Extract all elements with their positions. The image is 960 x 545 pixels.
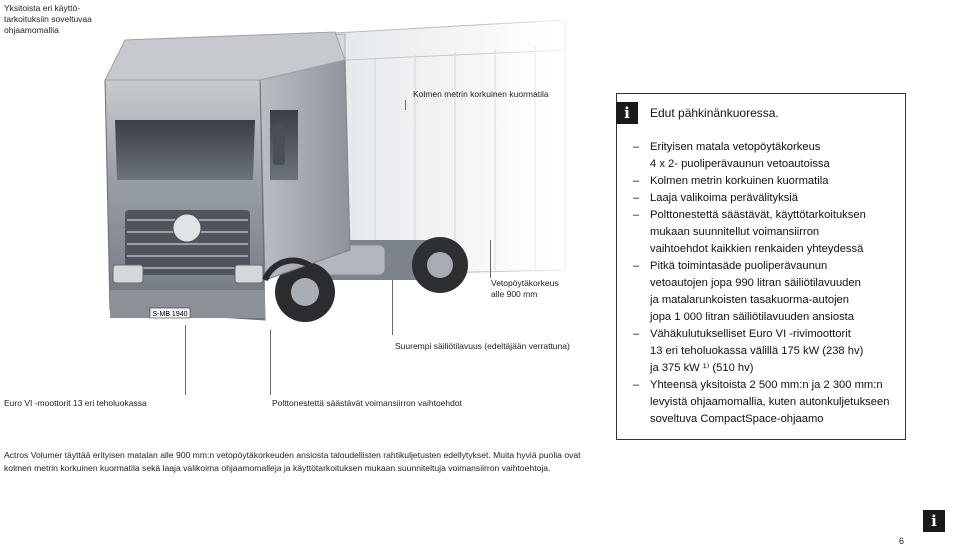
callout-engine: Euro VI -moottorit 13 eri teholuokassa bbox=[4, 398, 147, 408]
callout-line-fifth-wheel bbox=[490, 240, 491, 278]
callout-fifth-wheel: Vetopöytäkorkeus alle 900 mm bbox=[491, 278, 559, 300]
info-icon: i bbox=[923, 510, 945, 532]
list-item: – Laaja valikoima perävälityksiä bbox=[633, 190, 905, 207]
callout-fuel-saving: Polttonestettä säästävät voimansiirron vaihtoehdot bbox=[272, 398, 462, 408]
license-plate: S-MB 1940 bbox=[152, 311, 188, 318]
callout-line-tank bbox=[392, 280, 393, 335]
list-item: – Erityisen matala vetopöytäkorkeus 4 x 2- puoliperävaunun vetoautoissa bbox=[633, 139, 905, 173]
list-item: – Kolmen metrin korkuinen kuormatila bbox=[633, 173, 905, 190]
benefits-list bbox=[633, 139, 905, 428]
list-item: – Vähäkulutukselliset Euro VI -rivimoottorit 13 eri teholuokassa välillä 175 kW (238 hv) ja 375 kW ¹⁾ (510 hv) bbox=[633, 326, 905, 377]
top-note: Yksitoista eri käyttö-tarkoituksiin soveltuvaa ohjaamomallia bbox=[4, 3, 92, 36]
caption: Actros Volumer täyttää erityisen matalan alle 900 mm:n vetopöytäkorkeuden ansiosta taloudellisten rahtikuljetusten edellytykset. Muita hyviä puolia ovat kolmen metrin korkuinen kuormatila sekä laaja valikoima ohjaamomalleja ja käyttötarkoituksen mukaan suunniteltuja voimansiirron vaihtoehtoja. bbox=[4, 450, 581, 473]
callout-cab-height: Kolmen metrin korkuinen kuormatila bbox=[413, 89, 549, 99]
list-item: – Pitkä toimintasäde puoliperävaunun vetoautojen jopa 990 litran säiliötilavuuden ja matalarunkoisten tasakuorma-autojen jopa 1 000 litran säiliötilavuuden ansiosta bbox=[633, 258, 905, 326]
benefits-box bbox=[616, 93, 906, 440]
callout-tank: Suurempi säiliötilavuus (edeltäjään verrattuna) bbox=[395, 341, 570, 351]
callout-line-engine bbox=[185, 325, 186, 395]
info-icon: i bbox=[616, 102, 638, 124]
callout-line-fuel-saving bbox=[270, 330, 271, 395]
callout-line-cab-height bbox=[405, 100, 406, 110]
list-item: – Yhteensä yksitoista 2 500 mm:n ja 2 300 mm:n levyistä ohjaamomallia, kuten autonkuljetukseen soveltuva CompactSpace-ohjaamo bbox=[633, 377, 905, 428]
list-item: – Polttonestettä säästävät, käyttötarkoituksen mukaan suunnitellut voimansiirron vaihtoehdot kaikkien renkaiden yhteydessä bbox=[633, 207, 905, 258]
benefits-title: Edut pähkinänkuoressa. bbox=[650, 106, 779, 120]
page-number: 6 bbox=[899, 536, 905, 545]
